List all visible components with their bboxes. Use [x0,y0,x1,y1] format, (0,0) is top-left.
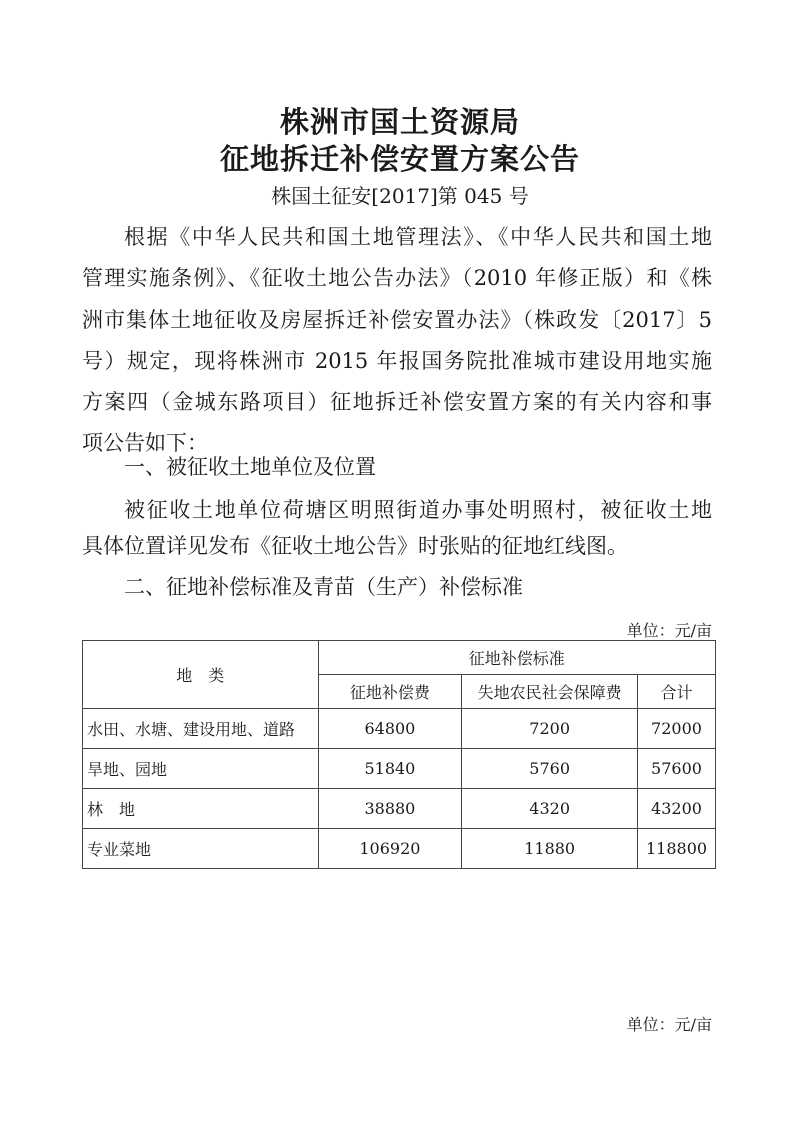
cell: 11880 [462,829,638,869]
page-title: 株洲市国土资源局 [279,105,520,139]
cell: 5760 [462,749,638,789]
paragraph-line: 被征收土地单位荷塘区明照街道办事处明照村，被征收土地 [124,498,712,522]
paragraph-line: 洲市集体土地征收及房屋拆迁补偿安置办法》（株政发〔2017〕5 [82,308,712,332]
document-number: 株国土征安[2017]第 045 号 [271,184,529,208]
table-row [83,749,716,789]
cell: 72000 [638,709,716,749]
paragraph-line: 项公告如下： [82,431,208,455]
unit-label: 单位：元/亩 [626,621,712,640]
column-header: 失地农民社会保障费 [462,675,638,709]
column-header: 征地补偿费 [318,675,462,709]
table-row [83,829,716,869]
paragraph-line: 方案四（金城东路项目）征地拆迁补偿安置方案的有关内容和事 [82,390,712,414]
table-row [83,789,716,829]
section-heading: 一、被征收土地单位及位置 [124,455,376,479]
cell: 7200 [462,709,638,749]
paragraph-line: 根据《中华人民共和国土地管理法》、《中华人民共和国土地 [124,225,712,249]
cell: 118800 [638,829,716,869]
cell: 38880 [318,789,462,829]
land-type: 专业菜地 [83,829,319,869]
land-type: 水田、水塘、建设用地、道路 [83,709,319,749]
header-group: 征地补偿标准 [318,641,715,675]
paragraph-line: 管理实施条例》、《征收土地公告办法》（2010 年修正版）和《株 [82,266,712,290]
cell: 64800 [318,709,462,749]
land-type: 林 地 [83,789,319,829]
bottom-unit-label: 单位：元/亩 [626,1015,712,1034]
land-type: 旱地、园地 [83,749,319,789]
page-subtitle: 征地拆迁补偿安置方案公告 [219,142,580,176]
cell: 43200 [638,789,716,829]
paragraph-line: 号）规定，现将株洲市 2015 年报国务院批准城市建设用地实施 [82,349,712,373]
cell: 106920 [318,829,462,869]
paragraph-line: 具体位置详见发布《征收土地公告》时张贴的征地红线图。 [82,534,628,558]
header-land-type: 地 类 [83,641,319,709]
cell: 4320 [462,789,638,829]
compensation-table [82,640,716,869]
cell: 51840 [318,749,462,789]
section-heading: 二、征地补偿标准及青苗（生产）补偿标准 [124,575,523,599]
cell: 57600 [638,749,716,789]
column-header: 合计 [638,675,716,709]
table-row [83,709,716,749]
